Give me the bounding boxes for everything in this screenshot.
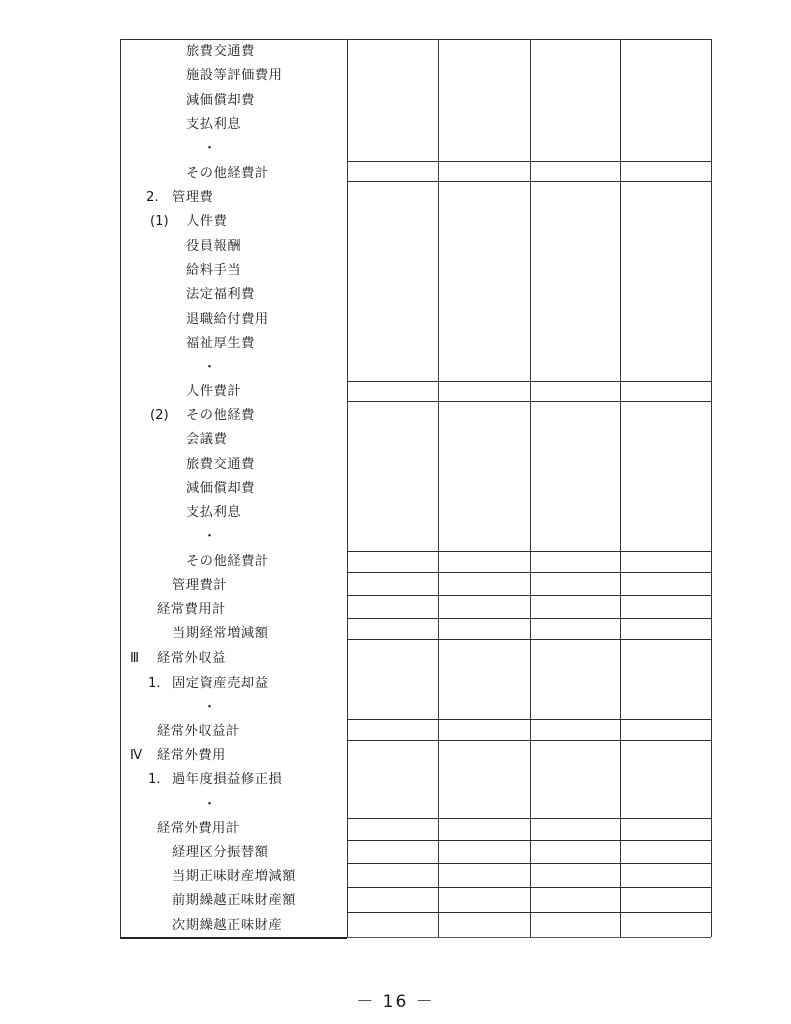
value-cell [532, 505, 618, 521]
value-cell [349, 869, 436, 885]
value-cell [349, 748, 436, 764]
value-cell [622, 700, 709, 716]
value-cell [532, 239, 618, 255]
value-cell [440, 918, 528, 934]
value-cell [349, 651, 436, 667]
value-cell [349, 626, 436, 642]
value-cell [440, 214, 528, 230]
table-left-border [120, 39, 121, 937]
row-label: 法定福利費 [186, 287, 255, 302]
value-cell [349, 797, 436, 813]
value-cell [622, 869, 709, 885]
row-number: (2) [150, 408, 169, 423]
row-label: 経常外収益計 [157, 724, 240, 739]
value-cell [349, 918, 436, 934]
row-label: 支払利息 [186, 505, 242, 520]
row-divider [347, 381, 711, 382]
value-cell [349, 360, 436, 376]
value-cell [532, 918, 618, 934]
row-divider [347, 551, 711, 552]
row-label: 会議費 [186, 432, 228, 447]
value-cell [440, 626, 528, 642]
value-cell [622, 432, 709, 448]
row-divider [347, 912, 711, 913]
value-cell [349, 724, 436, 740]
value-cell [622, 602, 709, 618]
value-cell [532, 166, 618, 182]
value-cell [349, 481, 436, 497]
value-cell [532, 700, 618, 716]
value-cell [622, 578, 709, 594]
row-label: 経常外収益 [157, 651, 226, 666]
value-cell [349, 845, 436, 861]
value-cell [440, 141, 528, 157]
row-divider [347, 618, 711, 619]
value-cell [532, 893, 618, 909]
value-cell [532, 845, 618, 861]
value-cell [440, 748, 528, 764]
value-cell [622, 384, 709, 400]
value-cell [440, 166, 528, 182]
row-label: 管理費計 [172, 578, 228, 593]
value-cell [622, 263, 709, 279]
value-cell [349, 68, 436, 84]
value-cell [622, 505, 709, 521]
row-label: 支払利息 [186, 117, 242, 132]
value-cell [622, 93, 709, 109]
column-divider [620, 39, 621, 937]
value-cell [349, 821, 436, 837]
row-divider [347, 401, 711, 402]
row-divider [347, 719, 711, 720]
value-cell [532, 263, 618, 279]
value-cell [532, 384, 618, 400]
value-cell [440, 700, 528, 716]
value-cell [349, 166, 436, 182]
row-label: 過年度損益修正損 [172, 772, 283, 787]
value-cell [349, 529, 436, 545]
value-cell [440, 554, 528, 570]
column-divider [438, 39, 439, 937]
value-cell [622, 821, 709, 837]
value-cell [532, 117, 618, 133]
value-cell [349, 336, 436, 352]
row-label: 経理区分振替額 [172, 845, 269, 860]
value-cell [622, 117, 709, 133]
row-number: 1. [148, 676, 161, 691]
value-cell [440, 44, 528, 60]
value-cell [440, 93, 528, 109]
value-cell [349, 408, 436, 424]
value-cell [349, 602, 436, 618]
value-cell [440, 869, 528, 885]
value-cell [622, 190, 709, 206]
ellipsis-marker: ・ [203, 141, 217, 156]
row-divider [347, 161, 711, 162]
value-cell [440, 190, 528, 206]
value-cell [532, 651, 618, 667]
value-cell [440, 505, 528, 521]
ellipsis-marker: ・ [203, 360, 217, 375]
value-cell [622, 166, 709, 182]
value-cell [532, 869, 618, 885]
row-label: 旅費交通費 [186, 457, 255, 472]
row-label: 減価償却費 [186, 481, 255, 496]
value-cell [532, 44, 618, 60]
row-label: 退職給付費用 [186, 312, 269, 327]
value-cell [349, 676, 436, 692]
value-cell [622, 360, 709, 376]
value-cell [440, 772, 528, 788]
value-cell [622, 214, 709, 230]
value-cell [440, 312, 528, 328]
value-cell [440, 845, 528, 861]
value-cell [349, 578, 436, 594]
label-column-bottom-border [120, 937, 347, 939]
value-cell [622, 239, 709, 255]
value-cell [532, 432, 618, 448]
row-divider [347, 887, 711, 888]
row-number: Ⅳ [130, 748, 143, 763]
value-cell [622, 336, 709, 352]
value-cell [349, 239, 436, 255]
row-label: 福祉厚生費 [186, 336, 255, 351]
value-cell [440, 457, 528, 473]
row-label: 減価償却費 [186, 93, 255, 108]
value-cell [532, 821, 618, 837]
value-cell [532, 772, 618, 788]
value-cell [532, 93, 618, 109]
value-cell [440, 676, 528, 692]
row-label: 当期正味財産増減額 [172, 869, 297, 884]
value-cell [532, 676, 618, 692]
value-cell [349, 505, 436, 521]
value-cell [622, 141, 709, 157]
row-label: その他経費計 [186, 554, 269, 569]
row-divider [347, 595, 711, 596]
value-cell [622, 845, 709, 861]
value-cell [622, 724, 709, 740]
table-top-border [120, 39, 711, 40]
value-cell [622, 287, 709, 303]
column-divider [711, 39, 712, 937]
row-divider [347, 863, 711, 864]
value-cell [349, 432, 436, 448]
row-label: 経常費用計 [157, 602, 226, 617]
value-cell [532, 481, 618, 497]
value-cell [532, 529, 618, 545]
value-cell [622, 554, 709, 570]
value-cell [440, 432, 528, 448]
value-columns-bottom-border [347, 937, 711, 938]
value-cell [532, 68, 618, 84]
value-cell [440, 893, 528, 909]
value-cell [440, 602, 528, 618]
value-cell [532, 748, 618, 764]
row-label: 施設等評価費用 [186, 68, 283, 83]
value-cell [349, 554, 436, 570]
value-cell [440, 336, 528, 352]
column-divider [530, 39, 531, 937]
value-cell [622, 797, 709, 813]
value-cell [622, 457, 709, 473]
value-cell [349, 93, 436, 109]
value-cell [440, 68, 528, 84]
page-number: － 16 － [356, 992, 435, 1012]
row-label: 固定資産売却益 [172, 676, 269, 691]
row-divider [347, 740, 711, 741]
ellipsis-marker: ・ [203, 700, 217, 715]
row-label: 役員報酬 [186, 239, 242, 254]
value-cell [532, 457, 618, 473]
value-cell [622, 748, 709, 764]
row-number: 2. [146, 190, 159, 205]
row-label: 経常外費用 [157, 748, 226, 763]
value-cell [532, 312, 618, 328]
value-cell [440, 578, 528, 594]
value-cell [349, 190, 436, 206]
value-cell [349, 312, 436, 328]
row-label: その他経費 [186, 408, 255, 423]
value-cell [532, 408, 618, 424]
value-cell [440, 287, 528, 303]
row-label: 旅費交通費 [186, 44, 255, 59]
value-cell [532, 360, 618, 376]
value-cell [622, 651, 709, 667]
row-label: 給料手当 [186, 263, 242, 278]
value-cell [532, 554, 618, 570]
value-cell [532, 797, 618, 813]
value-cell [349, 214, 436, 230]
ellipsis-marker: ・ [203, 797, 217, 812]
value-cell [532, 141, 618, 157]
row-label: 人件費 [186, 214, 228, 229]
column-divider [347, 39, 348, 937]
value-cell [622, 918, 709, 934]
ellipsis-marker: ・ [203, 529, 217, 544]
row-label: 経常外費用計 [157, 821, 240, 836]
value-cell [440, 821, 528, 837]
row-label: その他経費計 [186, 166, 269, 181]
value-cell [349, 117, 436, 133]
value-cell [532, 626, 618, 642]
value-cell [349, 457, 436, 473]
value-cell [622, 44, 709, 60]
row-divider [347, 572, 711, 573]
value-cell [349, 263, 436, 279]
row-label: 管理費 [172, 190, 214, 205]
value-cell [440, 529, 528, 545]
value-cell [532, 287, 618, 303]
value-cell [440, 797, 528, 813]
value-cell [622, 312, 709, 328]
row-divider [347, 840, 711, 841]
value-cell [349, 287, 436, 303]
value-cell [440, 384, 528, 400]
value-cell [532, 214, 618, 230]
row-label: 当期経常増減額 [172, 626, 269, 641]
row-number: (1) [150, 214, 169, 229]
value-cell [440, 408, 528, 424]
value-cell [622, 676, 709, 692]
value-cell [622, 68, 709, 84]
value-cell [349, 384, 436, 400]
value-cell [440, 239, 528, 255]
value-cell [440, 263, 528, 279]
row-number: 1. [148, 772, 161, 787]
row-number: Ⅲ [130, 651, 140, 666]
value-cell [532, 578, 618, 594]
value-cell [349, 700, 436, 716]
value-cell [622, 408, 709, 424]
value-cell [349, 141, 436, 157]
value-cell [349, 772, 436, 788]
value-cell [440, 724, 528, 740]
value-cell [440, 651, 528, 667]
row-label: 人件費計 [186, 384, 242, 399]
value-cell [532, 724, 618, 740]
row-label: 前期繰越正味財産額 [172, 893, 297, 908]
row-divider [347, 818, 711, 819]
value-cell [622, 529, 709, 545]
value-cell [532, 602, 618, 618]
value-cell [622, 893, 709, 909]
value-cell [622, 481, 709, 497]
value-cell [622, 772, 709, 788]
value-cell [440, 481, 528, 497]
value-cell [622, 626, 709, 642]
value-cell [532, 190, 618, 206]
value-cell [349, 893, 436, 909]
value-cell [440, 117, 528, 133]
value-cell [349, 44, 436, 60]
row-label: 次期繰越正味財産 [172, 918, 283, 933]
value-cell [532, 336, 618, 352]
value-cell [440, 360, 528, 376]
